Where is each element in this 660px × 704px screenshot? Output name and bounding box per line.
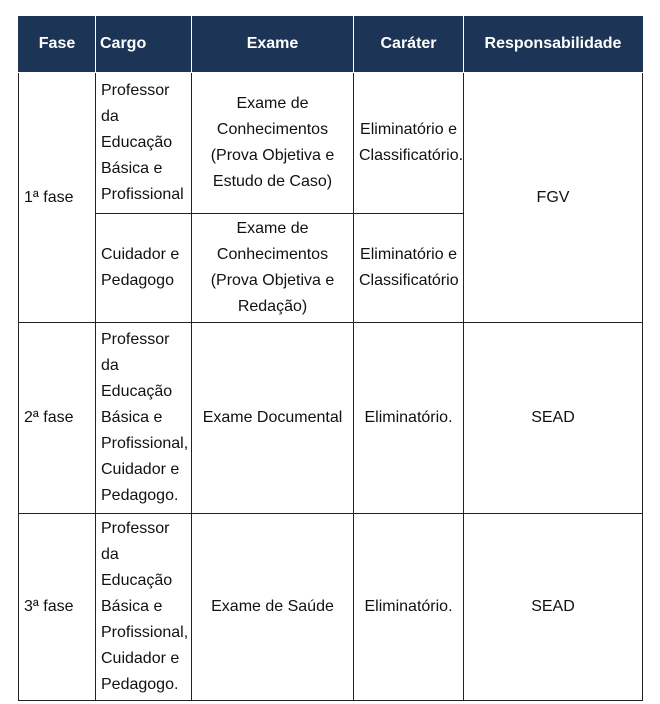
exame-line: Exame de bbox=[236, 95, 309, 112]
exame-cell: Exame Documental bbox=[192, 323, 354, 514]
cargo-line: Educação bbox=[101, 134, 173, 151]
fase-cell: 2ª fase bbox=[19, 323, 96, 514]
responsabilidade-cell: FGV bbox=[464, 73, 643, 323]
fase-cell: 1ª fase bbox=[19, 73, 96, 323]
exame-line: Estudo de Caso) bbox=[212, 173, 333, 190]
responsabilidade-cell: SEAD bbox=[464, 323, 643, 514]
cargo-line: Básica e bbox=[101, 598, 163, 615]
cargo-line: Profissional, bbox=[101, 624, 189, 641]
cargo-cell bbox=[96, 73, 192, 214]
header-exame: Exame bbox=[192, 16, 354, 73]
header-fase: Fase bbox=[19, 16, 96, 73]
header-responsabilidade: Responsabilidade bbox=[464, 16, 643, 73]
cargo-cell bbox=[96, 514, 192, 701]
cargo-line: Professor da bbox=[101, 520, 170, 563]
carater-line: Classificatório bbox=[359, 272, 459, 289]
header-row bbox=[19, 16, 643, 73]
cargo-line: Professor da bbox=[101, 82, 170, 125]
cargo-line: Pedagogo. bbox=[101, 676, 179, 693]
cargo-line: Cuidador e bbox=[101, 650, 180, 667]
carater-cell: Eliminatório. bbox=[354, 514, 464, 701]
cargo-line: Básica e bbox=[101, 160, 163, 177]
cargo-line: Pedagogo. bbox=[101, 487, 179, 504]
carater-line: Classificatório. bbox=[359, 147, 464, 164]
exame-cell: Exame de Saúde bbox=[192, 514, 354, 701]
exame-line: Exame de bbox=[236, 220, 309, 237]
exame-line: (Prova Objetiva e bbox=[210, 272, 335, 289]
cargo-line: Pedagogo bbox=[101, 272, 174, 289]
table-row bbox=[19, 73, 643, 214]
exame-line: Redação) bbox=[237, 298, 308, 315]
cargo-line: Cuidador e bbox=[101, 246, 180, 263]
cargo-line: Profissional, bbox=[101, 435, 189, 452]
cargo-line: Básica e bbox=[101, 409, 163, 426]
exame-line: (Prova Objetiva e bbox=[210, 147, 335, 164]
cargo-cell bbox=[96, 214, 192, 323]
exame-line: Conhecimentos bbox=[216, 121, 329, 138]
cargo-line: Cuidador e bbox=[101, 461, 180, 478]
responsabilidade-cell: SEAD bbox=[464, 514, 643, 701]
exame-cell bbox=[192, 214, 354, 323]
table-row bbox=[19, 323, 643, 514]
cargo-line: Professor da bbox=[101, 331, 170, 374]
cargo-cell bbox=[96, 323, 192, 514]
carater-cell bbox=[354, 73, 464, 214]
carater-line: Eliminatório e bbox=[360, 121, 457, 138]
cargo-line: Profissional bbox=[101, 186, 184, 203]
carater-line: Eliminatório e bbox=[360, 246, 457, 263]
carater-cell bbox=[354, 214, 464, 323]
exame-line: Conhecimentos bbox=[216, 246, 329, 263]
header-carater: Caráter bbox=[354, 16, 464, 73]
exame-cell bbox=[192, 73, 354, 214]
header-cargo: Cargo bbox=[96, 16, 192, 73]
cargo-line: Educação bbox=[101, 383, 173, 400]
table-row bbox=[19, 514, 643, 701]
fase-cell: 3ª fase bbox=[19, 514, 96, 701]
carater-cell: Eliminatório. bbox=[354, 323, 464, 514]
phases-table bbox=[18, 16, 643, 701]
cargo-line: Educação bbox=[101, 572, 173, 589]
